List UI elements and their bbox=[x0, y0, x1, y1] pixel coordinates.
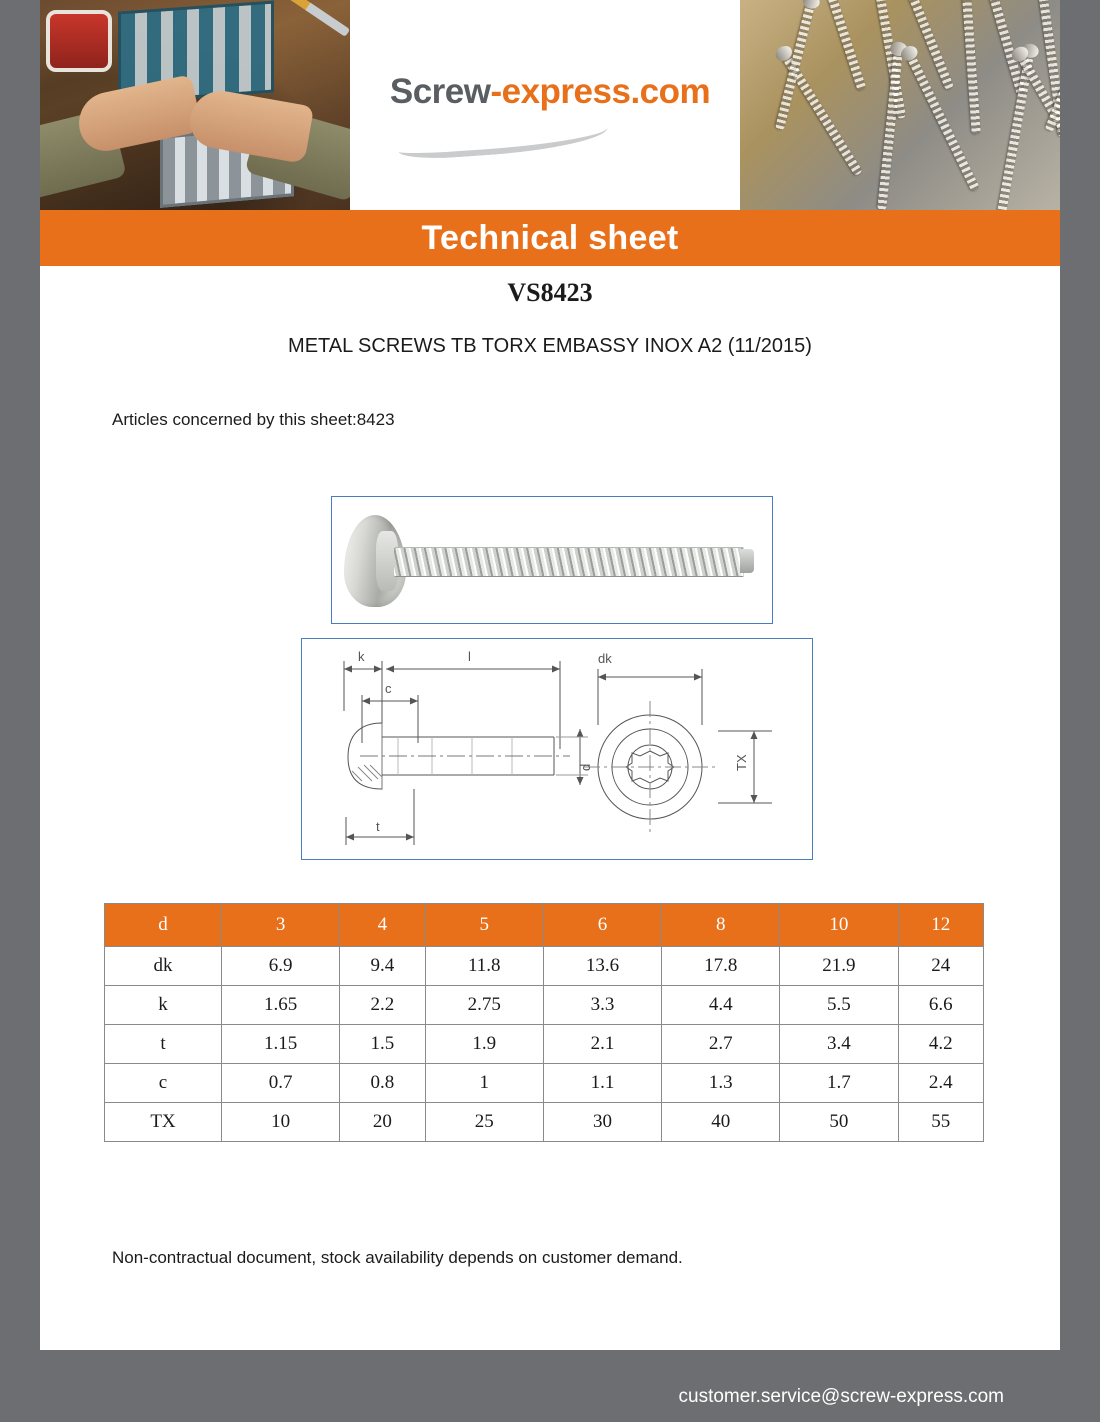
drawing-label-dk: dk bbox=[598, 651, 612, 666]
logo-text-secondary: -express.com bbox=[490, 72, 711, 111]
table-cell: 4.2 bbox=[898, 1025, 983, 1064]
table-row-label: TX bbox=[105, 1103, 222, 1142]
table-cell: 50 bbox=[780, 1103, 898, 1142]
table-cell: 0.8 bbox=[340, 1064, 425, 1103]
table-cell: 1.7 bbox=[780, 1064, 898, 1103]
table-row bbox=[105, 947, 984, 986]
product-tip bbox=[740, 549, 754, 573]
table-cell: 1 bbox=[425, 1064, 543, 1103]
drawing-label-l: l bbox=[468, 649, 471, 664]
table-header-cell: d bbox=[105, 904, 222, 947]
table-cell: 21.9 bbox=[780, 947, 898, 986]
table-cell: 2.75 bbox=[425, 986, 543, 1025]
table-cell: 4.4 bbox=[662, 986, 780, 1025]
header-photo-screws bbox=[740, 0, 1060, 210]
page-header bbox=[40, 0, 1060, 210]
brand-logo bbox=[350, 0, 740, 210]
table-cell: 2.4 bbox=[898, 1064, 983, 1103]
table-header-cell: 12 bbox=[898, 904, 983, 947]
table-cell: 0.7 bbox=[222, 1064, 340, 1103]
table-cell: 3.3 bbox=[543, 986, 661, 1025]
table-header-cell: 3 bbox=[222, 904, 340, 947]
technical-drawing-svg bbox=[302, 639, 810, 857]
logo-text-primary: Screw bbox=[389, 72, 491, 111]
table-cell: 1.1 bbox=[543, 1064, 661, 1103]
table-header-cell: 8 bbox=[662, 904, 780, 947]
product-threaded-shank bbox=[394, 547, 744, 577]
table-row bbox=[105, 1064, 984, 1103]
table-cell: 5.5 bbox=[780, 986, 898, 1025]
footer-band bbox=[0, 1364, 1100, 1422]
table-cell: 20 bbox=[340, 1103, 425, 1142]
document-designation: METAL SCREWS TB TORX EMBASSY INOX A2 (11/2015) bbox=[288, 335, 812, 357]
table-cell: 2.7 bbox=[662, 1025, 780, 1064]
table-cell: 6.9 bbox=[222, 947, 340, 986]
footer-email[interactable]: customer.service@screw-express.com bbox=[678, 1386, 1004, 1407]
page-right-margin-bar bbox=[1060, 0, 1100, 1422]
table-row bbox=[105, 986, 984, 1025]
table-cell: 1.65 bbox=[222, 986, 340, 1025]
table-row-label: dk bbox=[105, 947, 222, 986]
table-cell: 9.4 bbox=[340, 947, 425, 986]
drawing-label-c: c bbox=[385, 681, 392, 696]
tape-measure-icon bbox=[46, 10, 112, 72]
table-header-cell: 5 bbox=[425, 904, 543, 947]
footnote-text: Non-contractual document, stock availability depends on customer demand. bbox=[112, 1248, 683, 1267]
banner-title: Technical sheet bbox=[421, 218, 679, 257]
table-row bbox=[105, 1103, 984, 1142]
table-cell: 40 bbox=[662, 1103, 780, 1142]
logo-swoosh-icon bbox=[397, 115, 609, 162]
table-row-label: t bbox=[105, 1025, 222, 1064]
header-photo-workbench bbox=[40, 0, 350, 210]
drawing-label-t: t bbox=[376, 819, 380, 834]
table-cell: 2.1 bbox=[543, 1025, 661, 1064]
logo-text bbox=[380, 72, 720, 112]
table-header-cell: 10 bbox=[780, 904, 898, 947]
technical-drawing-box bbox=[301, 638, 813, 860]
table-row bbox=[105, 1025, 984, 1064]
technical-sheet-banner bbox=[40, 210, 1060, 266]
drawing-label-k: k bbox=[358, 649, 365, 664]
product-photo-box bbox=[331, 496, 773, 624]
table-cell: 17.8 bbox=[662, 947, 780, 986]
table-cell: 3.4 bbox=[780, 1025, 898, 1064]
table-header-row bbox=[105, 904, 984, 947]
table-cell: 2.2 bbox=[340, 986, 425, 1025]
table-cell: 11.8 bbox=[425, 947, 543, 986]
table-header-cell: 4 bbox=[340, 904, 425, 947]
dimensions-table bbox=[104, 903, 984, 1142]
table-cell: 10 bbox=[222, 1103, 340, 1142]
table-cell: 6.6 bbox=[898, 986, 983, 1025]
drawing-label-tx: TX bbox=[734, 754, 749, 771]
table-cell: 24 bbox=[898, 947, 983, 986]
table-cell: 1.3 bbox=[662, 1064, 780, 1103]
table-cell: 13.6 bbox=[543, 947, 661, 986]
table-cell: 1.15 bbox=[222, 1025, 340, 1064]
page-left-margin-bar bbox=[0, 0, 40, 1422]
drawing-label-d: d bbox=[578, 763, 593, 771]
footer-band-top bbox=[0, 1350, 1100, 1364]
table-cell: 25 bbox=[425, 1103, 543, 1142]
table-header-cell: 6 bbox=[543, 904, 661, 947]
table-row-label: k bbox=[105, 986, 222, 1025]
articles-concerned-line: Articles concerned by this sheet:8423 bbox=[112, 410, 395, 429]
table-row-label: c bbox=[105, 1064, 222, 1103]
table-cell: 1.9 bbox=[425, 1025, 543, 1064]
table-cell: 30 bbox=[543, 1103, 661, 1142]
document-reference: VS8423 bbox=[507, 278, 593, 307]
table-cell: 1.5 bbox=[340, 1025, 425, 1064]
table-cell: 55 bbox=[898, 1103, 983, 1142]
